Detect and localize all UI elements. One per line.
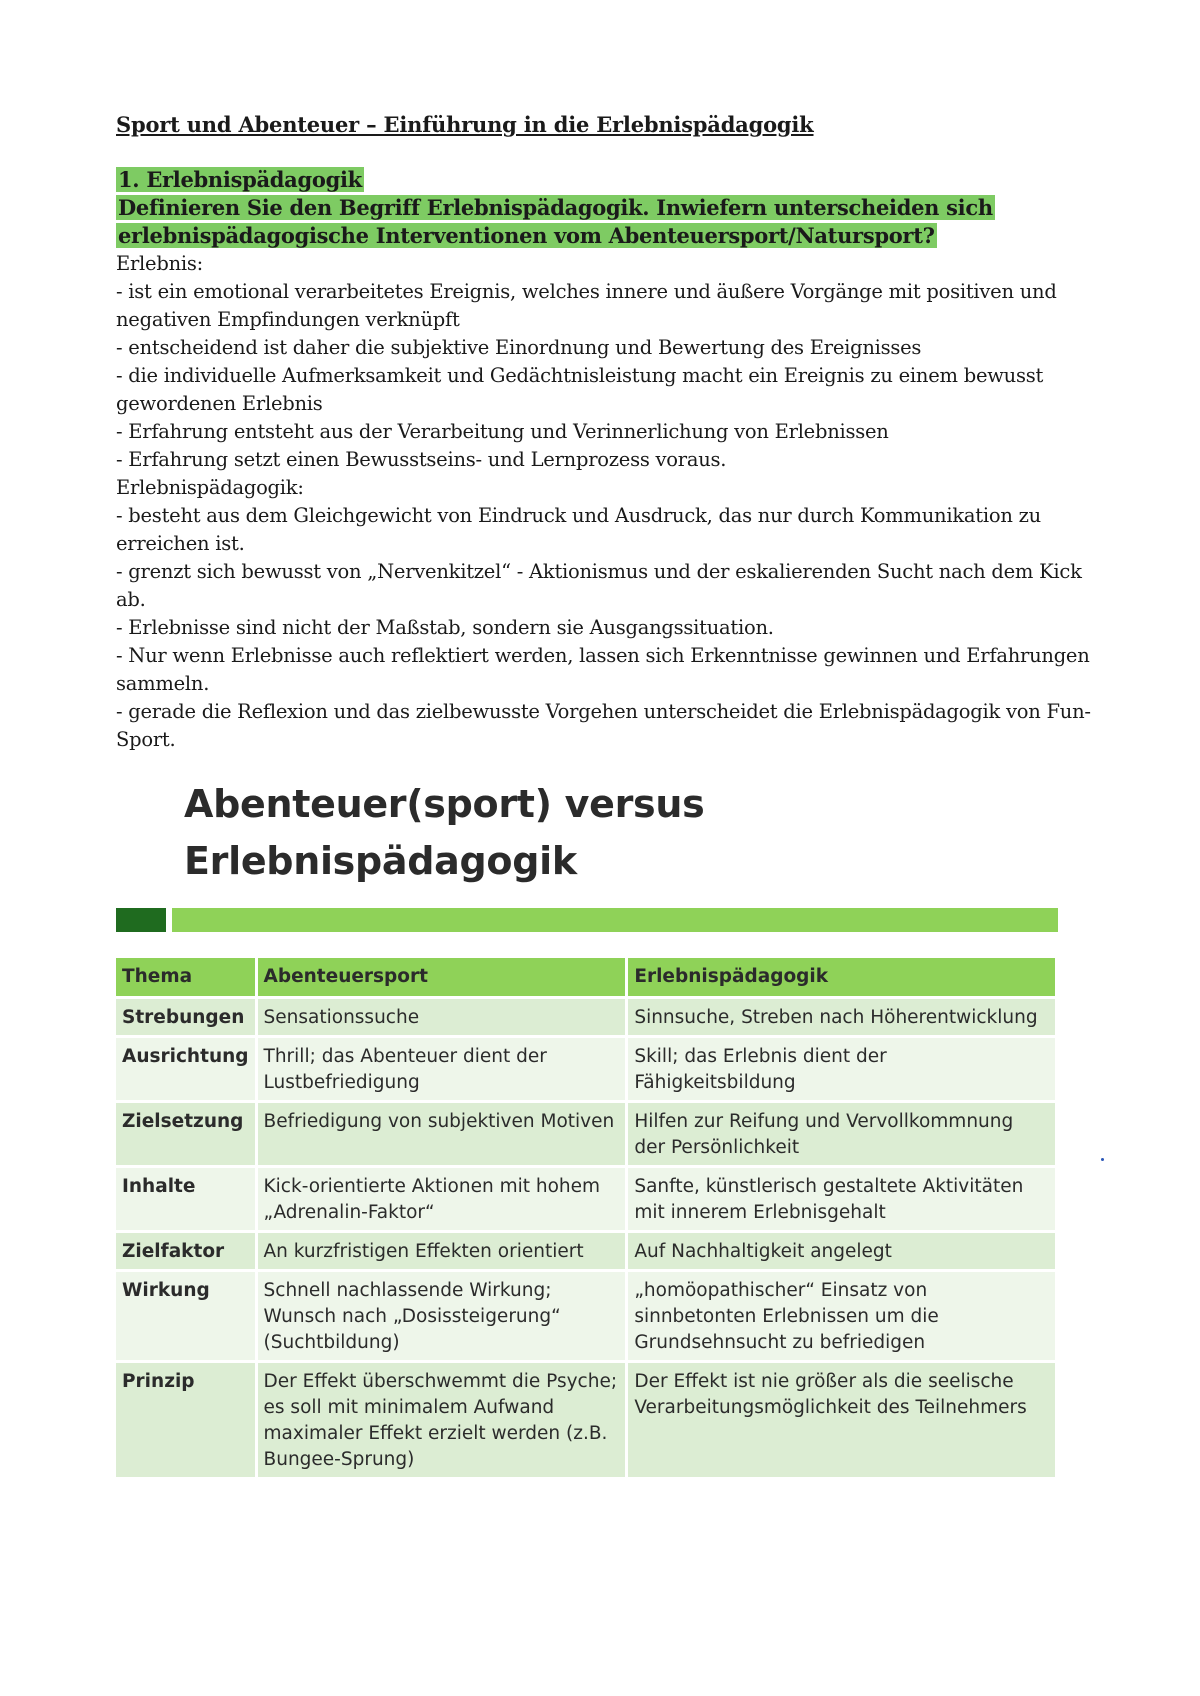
row-abenteuersport: Thrill; das Abenteuer dient der Lustbefriedigung [258,1035,629,1100]
header-erlebnispaedagogik: Erlebnispädagogik [628,958,1058,996]
accent-bar-light [172,908,1058,932]
row-abenteuersport: Befriedigung von subjektiven Motiven [258,1100,629,1165]
embedded-slide [116,776,1058,1477]
paragraph: - die individuelle Aufmerksamkeit und Gedächtnisleistung macht ein Ereignis zu einem bewusst gewordenen Erlebnis [116,364,1044,415]
row-erlebnispaedagogik: Auf Nachhaltigkeit angelegt [628,1230,1058,1269]
table-row [116,1035,1058,1100]
paragraph: Erlebnispädagogik: [116,476,304,499]
slide-title-line-1: Abenteuer(sport) versus [184,782,705,826]
paragraph: - Nur wenn Erlebnisse auch reflektiert werden, lassen sich Erkenntnisse gewinnen und Erfahrungen sammeln. [116,644,1090,695]
table-row [116,1360,1058,1477]
question-line-1-highlight: Definieren Sie den Begriff Erlebnispädagogik. Inwiefern unterscheiden sich [118,195,993,220]
row-erlebnispaedagogik: Sanfte, künstlerisch gestaltete Aktivitäten mit innerem Erlebnisgehalt [628,1165,1058,1230]
accent-bar-dark [116,908,166,932]
document-title: Sport und Abenteuer – Einführung in die Erlebnispädagogik [116,112,814,137]
question-line-1 [116,194,1096,222]
header-thema: Thema [116,958,258,996]
table-row [116,1165,1058,1230]
header-abenteuersport: Abenteuersport [258,958,629,996]
table-row [116,1269,1058,1360]
paragraph: - grenzt sich bewusst von „Nervenkitzel“ - Aktionismus und der eskalierenden Sucht nach dem Kick ab. [116,560,1082,611]
paragraph: - Erfahrung setzt einen Bewusstseins- und Lernprozess voraus. [116,448,727,471]
row-erlebnispaedagogik: Skill; das Erlebnis dient der Fähigkeitsbildung [628,1035,1058,1100]
paragraph: - gerade die Reflexion und das zielbewusste Vorgehen unterscheidet die Erlebnispädagogik von Fun-Sport. [116,700,1091,751]
paragraph: - Erlebnisse sind nicht der Maßstab, sondern sie Ausgangssituation. [116,616,774,639]
row-abenteuersport: Der Effekt überschwemmt die Psyche; es soll mit minimalem Aufwand maximaler Effekt erzielt werden (z.B. Bungee-Sprung) [258,1360,629,1477]
row-topic: Wirkung [116,1269,258,1360]
row-topic: Zielsetzung [116,1100,258,1165]
stray-dot [1101,1158,1104,1161]
slide-accent-bars [116,908,1058,934]
answer-text [116,250,1096,754]
row-abenteuersport: Kick-orientierte Aktionen mit hohem „Adrenalin-Faktor“ [258,1165,629,1230]
section-heading-highlight: 1. Erlebnispädagogik [118,167,362,192]
row-topic: Prinzip [116,1360,258,1477]
row-erlebnispaedagogik: Hilfen zur Reifung und Vervollkommnung der Persönlichkeit [628,1100,1058,1165]
document-body [116,112,1096,754]
paragraph: - Erfahrung entsteht aus der Verarbeitung und Verinnerlichung von Erlebnissen [116,420,889,443]
table-header-row [116,958,1058,996]
paragraph: - ist ein emotional verarbeitetes Ereignis, welches innere und äußere Vorgänge mit positiven und negativen Empfindungen verknüpft [116,280,1057,331]
row-erlebnispaedagogik: „homöopathischer“ Einsatz von sinnbetonten Erlebnissen um die Grundsehnsucht zu befriedigen [628,1269,1058,1360]
comparison-table [116,958,1058,1477]
row-erlebnispaedagogik: Der Effekt ist nie größer als die seelische Verarbeitungsmöglichkeit des Teilnehmers [628,1360,1058,1477]
paragraph: - entscheidend ist daher die subjektive Einordnung und Bewertung des Ereignisses [116,336,922,359]
row-abenteuersport: An kurzfristigen Effekten orientiert [258,1230,629,1269]
row-erlebnispaedagogik: Sinnsuche, Streben nach Höherentwicklung [628,996,1058,1035]
section-heading [116,166,1096,194]
table-row [116,1230,1058,1269]
paragraph: Erlebnis: [116,252,203,275]
question-line-2 [116,222,1096,250]
question-line-2-highlight: erlebnispädagogische Interventionen vom Abenteuersport/Natursport? [118,223,935,248]
table-row [116,996,1058,1035]
table-row [116,1100,1058,1165]
paragraph: - besteht aus dem Gleichgewicht von Eindruck und Ausdruck, das nur durch Kommunikation zu erreichen ist. [116,504,1041,555]
row-topic: Strebungen [116,996,258,1035]
row-abenteuersport: Sensationssuche [258,996,629,1035]
row-abenteuersport: Schnell nachlassende Wirkung; Wunsch nach „Dosissteigerung“ (Suchtbildung) [258,1269,629,1360]
row-topic: Zielfaktor [116,1230,258,1269]
slide-title-line-2: Erlebnispädagogik [184,839,577,883]
row-topic: Inhalte [116,1165,258,1230]
row-topic: Ausrichtung [116,1035,258,1100]
